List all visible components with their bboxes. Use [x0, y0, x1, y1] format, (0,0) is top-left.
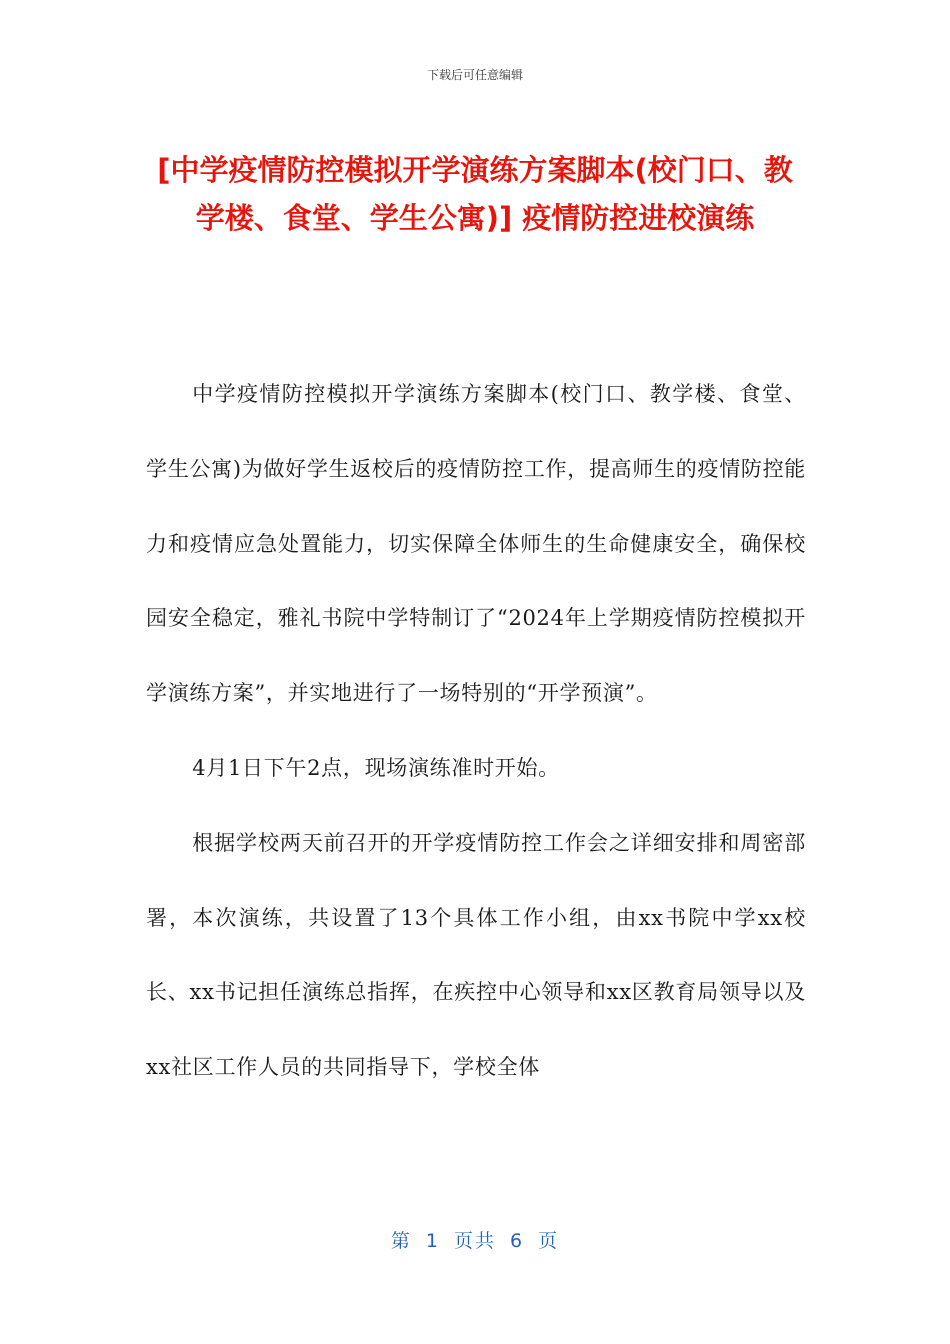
header-note: 下载后可任意编辑 [426, 68, 523, 82]
document-body [146, 357, 806, 1105]
document-title: [中学疫情防控模拟开学演练方案脚本(校门口、教学楼、食堂、学生公寓)] 疫情防控进校演练 [157, 153, 793, 235]
paragraph-arrangement: 根据学校两天前召开的开学疫情防控工作会之详细安排和周密部署，本次演练，共设置了13个具体工作小组，由xx书院中学xx校长、xx书记担任演练总指挥，在疾控中心领导和xx区教育局领导以及xx社区工作人员的共同指导下，学校全体 [146, 830, 806, 1080]
paragraph-intro: 中学疫情防控模拟开学演练方案脚本(校门口、教学楼、食堂、学生公寓)为做好学生返校后的疫情防控工作，提高师生的疫情防控能力和疫情应急处置能力，切实保障全体师生的生命健康安全，确保校园安全稳定，雅礼书院中学特制订了“2024年上学期疫情防控模拟开学演练方案”，并实地进行了一场特别的“开学预演”。 [146, 382, 806, 706]
paragraph-start-time: 4月1日下午2点，现场演练准时开始。 [192, 755, 560, 780]
page-number-footer: 第 1 页共 6 页 [390, 1230, 560, 1252]
